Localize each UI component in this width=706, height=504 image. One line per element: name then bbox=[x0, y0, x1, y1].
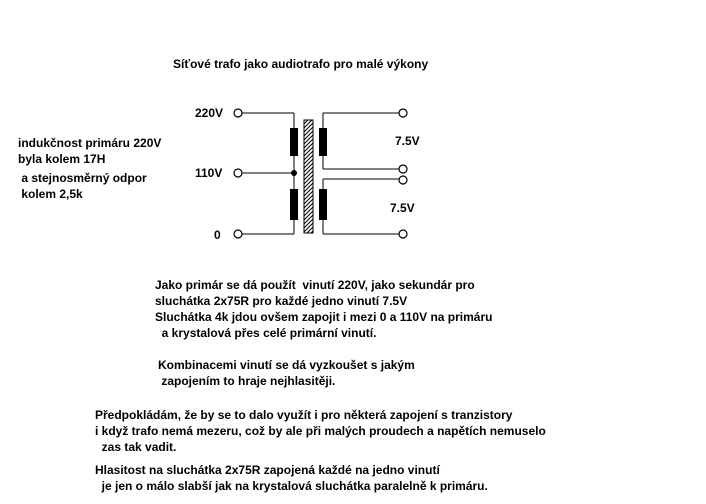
paragraph3-line-3: zas tak vadit. bbox=[95, 440, 177, 454]
secondary-winding-lower bbox=[319, 189, 327, 220]
label-220v: 220V bbox=[195, 106, 224, 120]
label-sec1-voltage: 7.5V bbox=[395, 134, 420, 148]
terminal-sec1-top bbox=[399, 109, 407, 117]
side-note-line-3: a stejnosměrný odpor bbox=[18, 171, 147, 185]
terminal-sec2-bottom bbox=[399, 230, 407, 238]
terminal-0v bbox=[234, 230, 242, 238]
paragraph1-line-3: Sluchátka 4k jdou ovšem zapojit i mezi 0 a 110V na primáru bbox=[155, 310, 493, 324]
paragraph1-line-2: sluchátka 2x75R pro každé jedno vinutí 7.5V bbox=[155, 294, 408, 308]
junction-dot bbox=[291, 170, 297, 176]
diagram-title: Síťové trafo jako audiotrafo pro malé výkony bbox=[173, 57, 429, 71]
paragraph1-line-4: a krystalová přes celé primární vinutí. bbox=[155, 326, 377, 340]
label-0v: 0 bbox=[214, 228, 221, 242]
paragraph4-line-1: Hlasitost na sluchátka 2x75R zapojená každé na jedno vinutí bbox=[95, 463, 440, 477]
paragraph3-line-2: i když trafo nemá mezeru, což by ale při malých proudech a napětích nemuselo bbox=[95, 424, 546, 438]
side-note-line-1: indukčnost primáru 220V bbox=[18, 136, 162, 150]
paragraph3-line-1: Předpokládám, že by se to dalo využít i pro některá zapojení s tranzistory bbox=[95, 408, 513, 422]
paragraph2-line-1: Kombinacemi vinutí se dá vyzkoušet s jakým bbox=[158, 358, 415, 372]
primary-wiring bbox=[242, 113, 294, 234]
paragraph1-line-1: Jako primár se dá použít vinutí 220V, jako sekundár pro bbox=[155, 278, 475, 292]
paragraph4-line-2: je jen o málo slabší jak na krystalová sluchátka paralelně k primáru. bbox=[95, 479, 488, 493]
primary-winding-upper bbox=[290, 128, 298, 156]
terminal-sec1-bottom bbox=[399, 165, 407, 173]
terminal-110v bbox=[234, 169, 242, 177]
transformer-core bbox=[304, 120, 313, 233]
secondary-wiring bbox=[323, 113, 400, 234]
paragraph2-line-2: zapojením to hraje nejhlasitěji. bbox=[158, 374, 336, 388]
label-110v: 110V bbox=[195, 166, 223, 180]
secondary-winding-upper bbox=[319, 128, 327, 156]
side-note-line-4: kolem 2,5k bbox=[18, 187, 83, 201]
terminal-220v bbox=[234, 109, 242, 117]
primary-winding-lower bbox=[290, 189, 298, 220]
side-note-line-2: byla kolem 17H bbox=[18, 152, 106, 166]
terminal-sec2-top bbox=[399, 176, 407, 184]
label-sec2-voltage: 7.5V bbox=[390, 201, 415, 215]
